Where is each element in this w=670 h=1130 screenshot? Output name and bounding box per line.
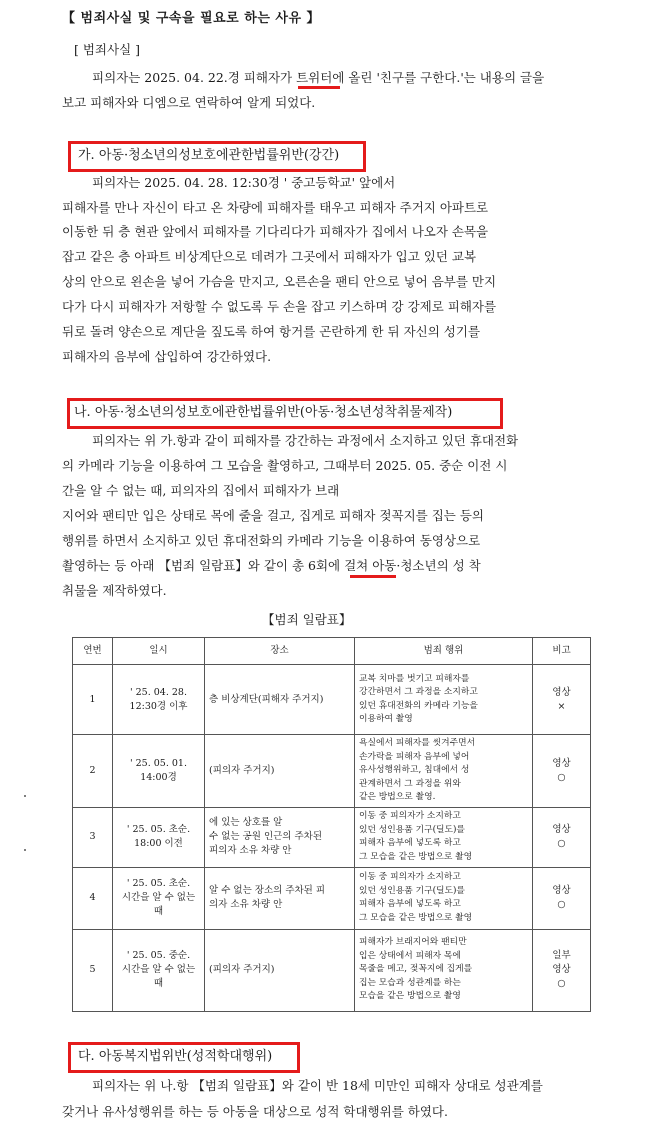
section-ga-line-3: 이동한 뒤 층 현관 앞에서 피해자를 기다리다가 피해자가 집에서 나오자 손목을 [62,224,489,239]
row-note-cell: 영상 ○ [533,735,591,808]
section-na-line-6: 촬영하는 등 아래 【범죄 일람표】와 같이 총 6회에 걸쳐 아동·청소년의 성 착 [62,558,481,573]
row-act-cell: 이동 중 피의자가 소지하고 있던 성인용품 기구(딜도)를 피해자 음부에 넣도록 하고 그 모습을 같은 방법으로 촬영 [355,807,533,867]
row-datetime-cell: ' 25. 05. 초순. 시간을 알 수 없는 때 [113,867,205,929]
highlight-underline-twitter [298,86,340,89]
row-note-cell: 영상 × [533,665,591,735]
row-no-cell: 4 [73,867,113,929]
row-no-cell: 1 [73,665,113,735]
row-act-cell: 피해자가 브래지어와 팬티만 입은 상태에서 피해자 목에 목줄을 메고, 젖꼭지에 집게를 집는 모습과 성관계를 하는 모습을 같은 방법으로 촬영 [355,929,533,1011]
section-na-line-3: 간을 알 수 없는 때, 피의자의 집에서 피해자가 브래 [62,483,340,498]
section-na-line-7: 취물을 제작하였다. [62,583,167,598]
col-header-act: 범죄 행위 [355,638,533,665]
section-ga-line-7: 뒤로 돌려 양손으로 계단을 짚도록 하여 항거를 곤란하게 한 뒤 자신의 성기를 [62,324,481,339]
table-row [73,665,591,735]
row-act-cell: 욕실에서 피해자를 씻겨주면서 손가락을 피해자 음부에 넣어 유사성행위하고, 침대에서 성 관계하면서 그 과정을 위와 같은 방법으로 촬영. [355,735,533,808]
document-heading: 【 범죄사실 및 구속을 필요로 하는 사유 】 [62,11,321,26]
table-caption: 【범죄 일람표】 [262,612,352,627]
row-datetime-cell: ' 25. 04. 28. 12:30경 이후 [113,665,205,735]
col-header-place: 장소 [205,638,355,665]
row-note-cell: 영상 ○ [533,867,591,929]
section-na-line-4: 지어와 팬티만 입은 상태로 목에 줄을 걸고, 집게로 피해자 젖꼭지를 집는 등의 [62,508,485,523]
section-ga-line-2: 피해자를 만나 자신이 타고 온 차량에 피해자를 태우고 피해자 주거지 아파트로 [62,200,489,215]
table-header-row [73,638,591,665]
section-na-line-1: 피의자는 위 가.항과 같이 피해자를 강간하는 과정에서 소지하고 있던 휴대전화 [92,433,519,448]
row-place-cell: 에 있는 상호를 알 수 없는 공원 인근의 주차된 피의자 소유 차량 안 [205,807,355,867]
facts-label: [ 범죄사실 ] [74,42,141,57]
row-datetime-cell: ' 25. 05. 01. 14:00경 [113,735,205,808]
row-no-cell: 3 [73,807,113,867]
row-note-cell: 일부 영상 ○ [533,929,591,1011]
table-row [73,735,591,808]
section-na-title: 나. 아동·청소년의성보호에관한법률위반(아동·청소년성착취물제작) [74,405,453,420]
section-na-line-2: 의 카메라 기능을 이용하여 그 모습을 촬영하고, 그때부터 2025. 05. 중순 이전 시 [62,458,508,473]
row-place-cell: 알 수 없는 장소의 주차된 피 의자 소유 차량 안 [205,867,355,929]
section-da-line-2: 갖거나 유사성행위를 하는 등 아동을 대상으로 성적 학대행위를 하였다. [62,1104,448,1119]
intro-line-1: 피의자는 2025. 04. 22.경 피해자가 트위터에 올린 '친구를 구한다.'는 내용의 글을 [92,70,545,85]
row-datetime-cell: ' 25. 05. 중순. 시간을 알 수 없는 때 [113,929,205,1011]
col-header-note: 비고 [533,638,591,665]
highlight-underline-six-times [350,575,396,578]
scan-speck [24,795,26,797]
table-row [73,807,591,867]
section-na-line-5: 행위를 하면서 소지하고 있던 휴대전화의 카메라 기능을 이용하여 동영상으로 [62,533,481,548]
row-act-cell: 이동 중 피의자가 소지하고 있던 성인용품 기구(딜도)를 피해자 음부에 넣도록 하고 그 모습을 같은 방법으로 촬영 [355,867,533,929]
col-header-no: 연번 [73,638,113,665]
section-ga-line-4: 잡고 같은 층 아파트 비상계단으로 데려가 그곳에서 피해자가 입고 있던 교복 [62,249,477,264]
table-row [73,867,591,929]
scan-speck [24,849,26,851]
row-place-cell: 층 비상계단(피해자 주거지) [205,665,355,735]
row-place-cell: (피의자 주거지) [205,929,355,1011]
section-ga-line-5: 상의 안으로 왼손을 넣어 가슴을 만지고, 오른손을 팬티 안으로 넣어 음부를 만지 [62,274,497,289]
section-ga-title: 가. 아동·청소년의성보호에관한법률위반(강간) [78,148,340,163]
row-act-cell: 교복 치마를 벗기고 피해자를 강간하면서 그 과정을 소지하고 있던 휴대전화의 카메라 기능을 이용하여 촬영 [355,665,533,735]
intro-line-2: 보고 피해자와 디엠으로 연락하여 알게 되었다. [62,95,316,110]
section-ga-line-6: 다가 다시 피해자가 저항할 수 없도록 두 손을 잡고 키스하며 강 강제로 피해자를 [62,299,497,314]
section-da-line-1: 피의자는 위 나.항 【범죄 일람표】와 같이 반 18세 미만인 피해자 상대로 성관계를 [92,1078,543,1093]
section-ga-line-8: 피해자의 음부에 삽입하여 강간하였다. [62,349,272,364]
col-header-datetime: 일시 [113,638,205,665]
row-no-cell: 5 [73,929,113,1011]
crime-list-table [72,637,591,1012]
section-da-title: 다. 아동복지법위반(성적학대행위) [78,1049,273,1064]
row-datetime-cell: ' 25. 05. 초순. 18:00 이전 [113,807,205,867]
row-place-cell: (피의자 주거지) [205,735,355,808]
table-row [73,929,591,1011]
section-ga-line-1: 피의자는 2025. 04. 28. 12:30경 ' 중고등학교' 앞에서 [92,175,396,190]
row-note-cell: 영상 ○ [533,807,591,867]
row-no-cell: 2 [73,735,113,808]
